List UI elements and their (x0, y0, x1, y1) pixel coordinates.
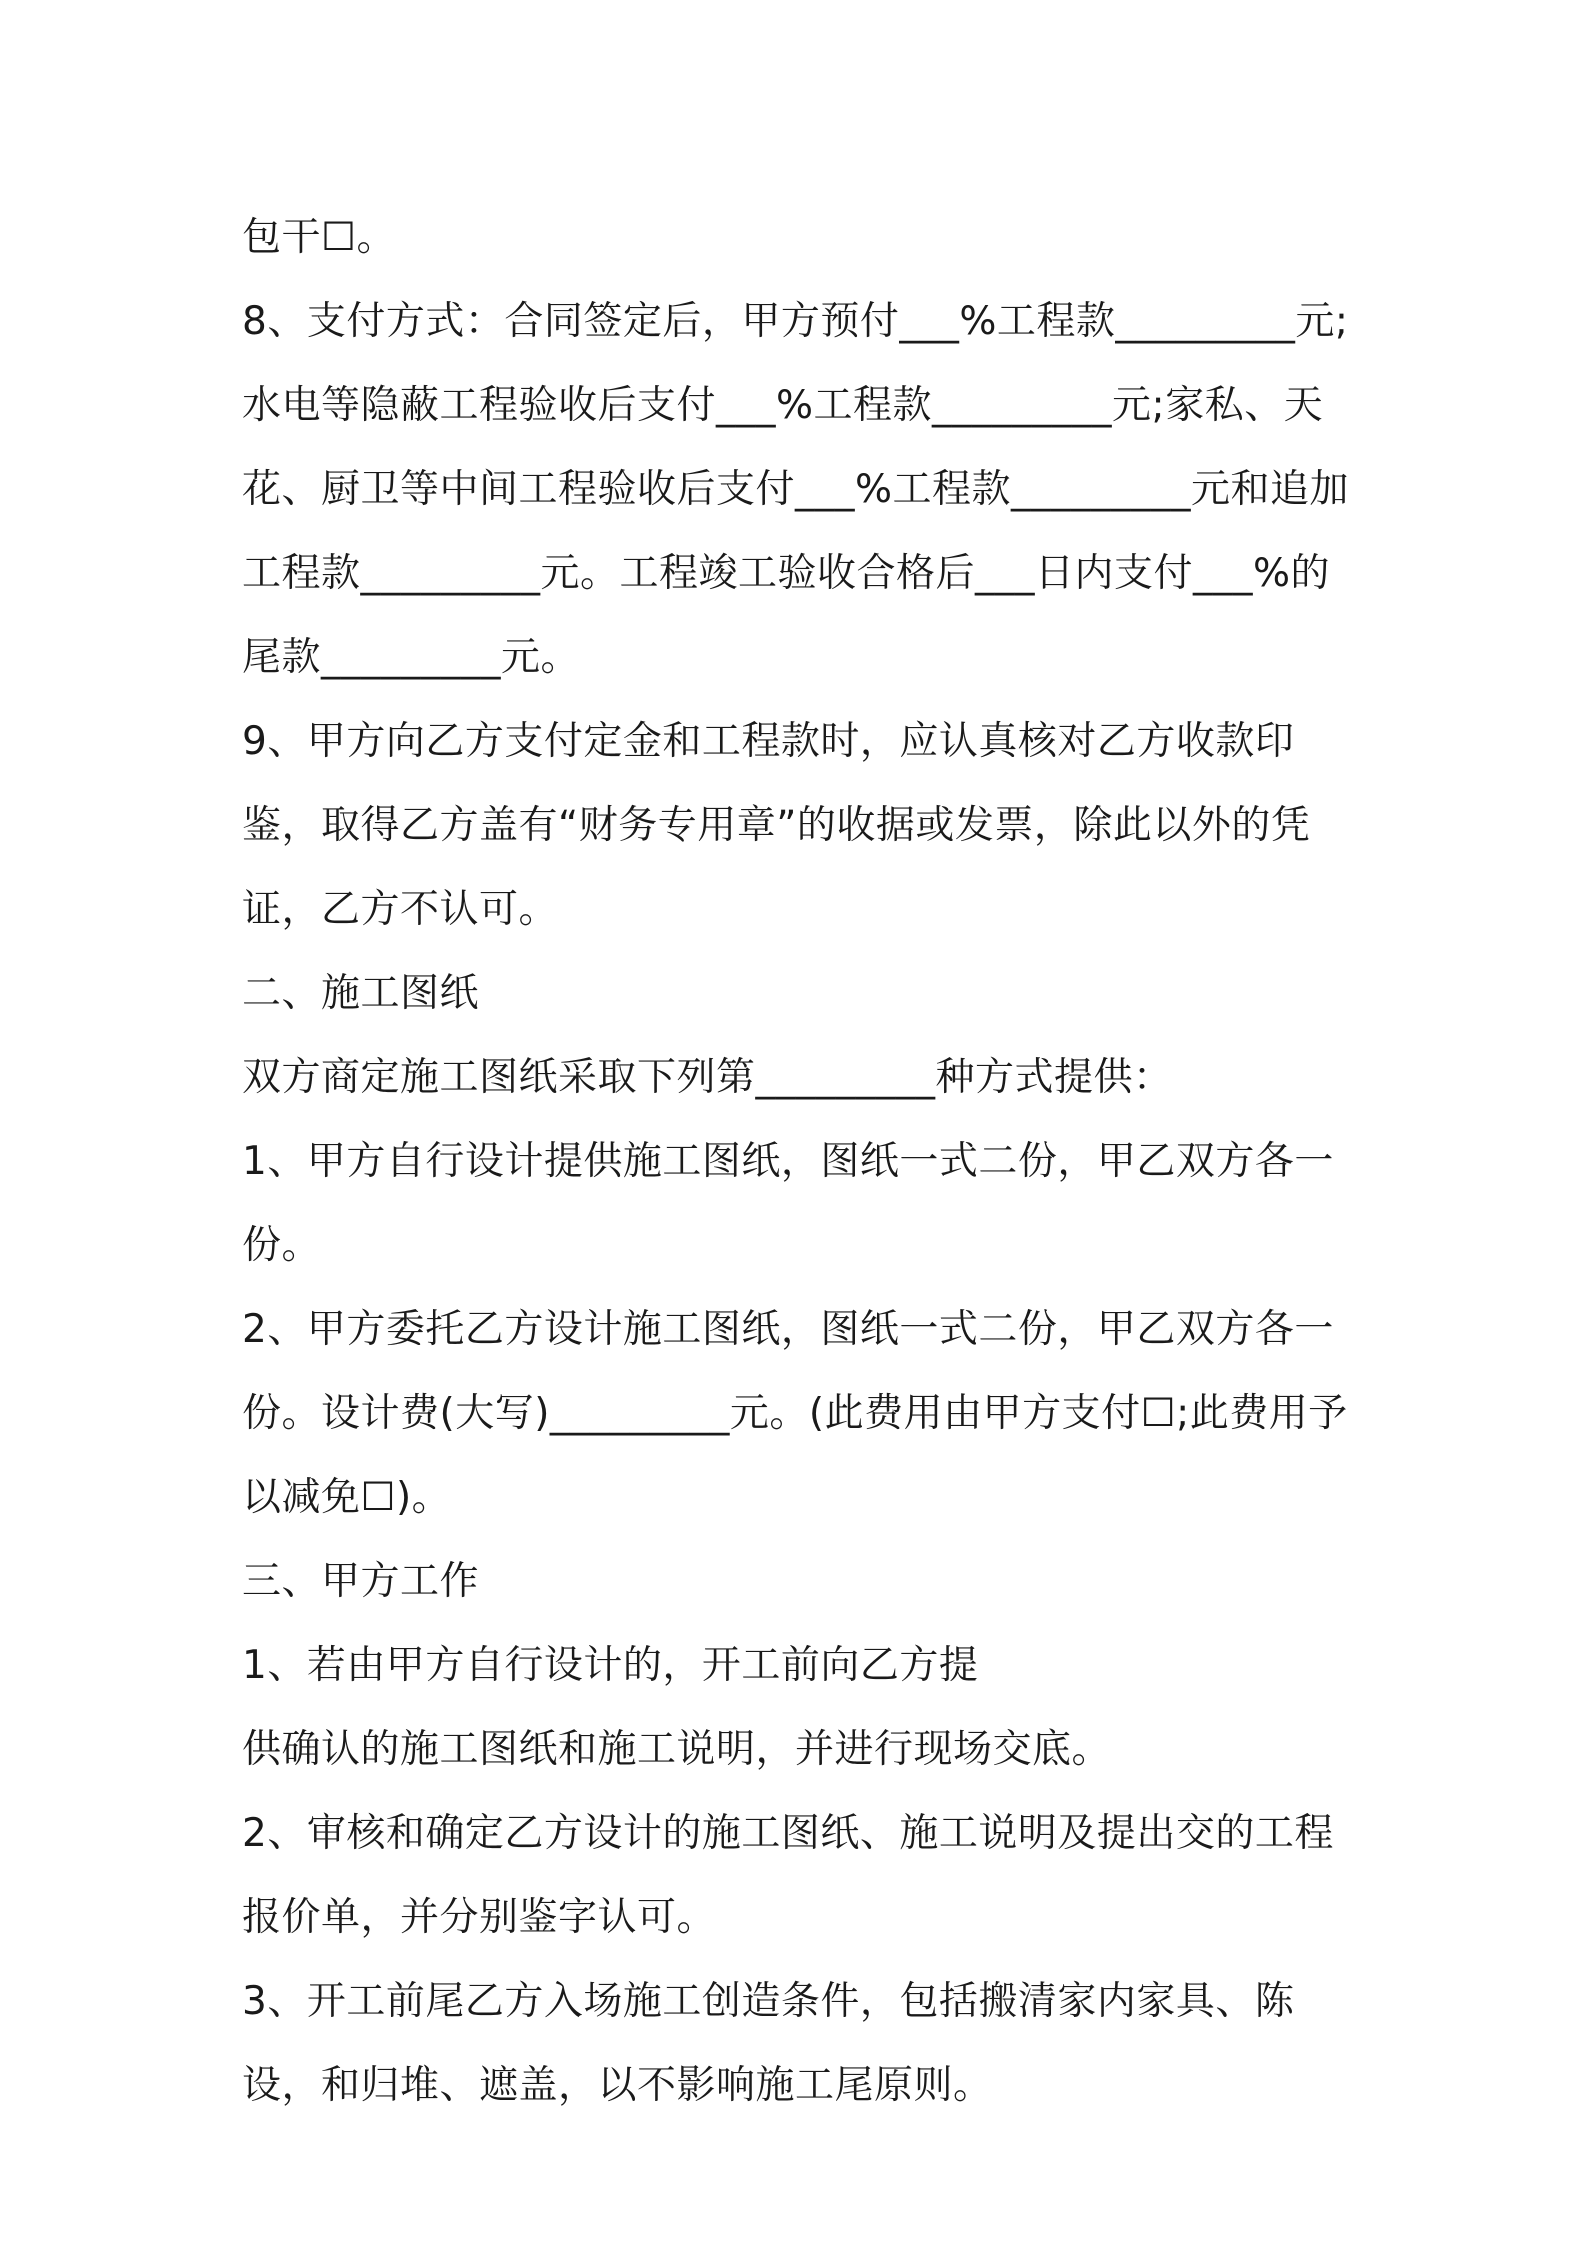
paragraph-drawing-method: 双方商定施工图纸采取下列第_________种方式提供： (242, 1055, 1173, 1100)
paragraph-drawing-option-1: 1、甲方自行设计提供施工图纸，图纸一式二份，甲乙双方各一份。 (242, 1139, 1334, 1268)
section-heading-party-a-work: 三、甲方工作 (242, 1559, 480, 1604)
paragraph-payment-method: 8、支付方式：合同签定后，甲方预付___%工程款_________元;水电等隐蔽工程验收后支付___%工程款_________元;家私、天花、厨卫等中间工程验收后支付___%工程款_________元和追加工程款_________元。工程竣工验收合格后___日内支付___%的尾款_________元。 (242, 299, 1350, 680)
paragraph-party-a-item-1-line-2: 供确认的施工图纸和施工说明，并进行现场交底。 (242, 1727, 1112, 1772)
paragraph-payment-verification: 9、甲方向乙方支付定金和工程款时，应认真核对乙方收款印鉴，取得乙方盖有“财务专用章”的收据或发票，除此以外的凭证，乙方不认可。 (242, 719, 1311, 932)
paragraph-party-a-item-2: 2、审核和确定乙方设计的施工图纸、施工说明及提出交的工程报价单，并分别鉴字认可。 (242, 1811, 1334, 1940)
paragraph-party-a-item-3: 3、开工前尾乙方入场施工创造条件，包括搬清家内家具、陈设，和归堆、遮盖，以不影响施工尾原则。 (242, 1979, 1295, 2108)
paragraph-drawing-option-2: 2、甲方委托乙方设计施工图纸，图纸一式二份，甲乙双方各一份。设计费(大写)_________元。(此费用由甲方支付☐;此费用予以减免☐)。 (242, 1307, 1348, 1520)
document-page (242, 196, 1362, 2128)
section-heading-drawings: 二、施工图纸 (242, 971, 480, 1016)
paragraph-party-a-item-1-line-1: 1、若由甲方自行设计的，开工前向乙方提 (242, 1643, 979, 1688)
paragraph-lump-sum: 包干☐。 (242, 215, 396, 260)
